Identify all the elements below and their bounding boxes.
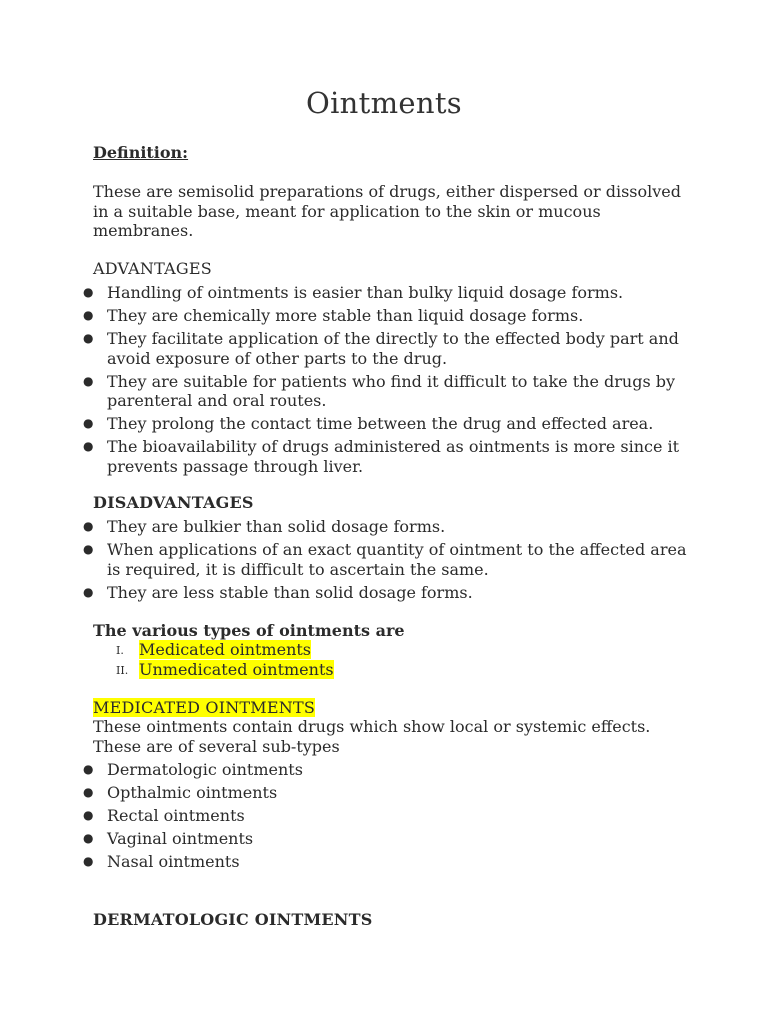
highlighted-text: Medicated ointments — [139, 640, 312, 659]
bullet-icon: ● — [83, 831, 94, 846]
list-item: ● They facilitate application of the directly to the effected body part and avoid exposure of other parts to the drug. — [83, 329, 679, 368]
list-item: ● Nasal ointments — [83, 852, 240, 872]
bullet-icon: ● — [83, 416, 94, 431]
types-heading: The various types of ointments are — [93, 621, 405, 640]
list-item: ● Vaginal ointments — [83, 829, 254, 849]
list-item — [110, 640, 334, 660]
list-item — [110, 660, 334, 680]
list-item: ● They are less stable than solid dosage forms. — [83, 582, 473, 602]
list-item: ● They are bulkier than solid dosage forms. — [83, 517, 446, 536]
roman-numeral: I. — [116, 644, 124, 657]
bullet-icon: ● — [83, 762, 94, 776]
disadvantages-heading: DISADVANTAGES — [93, 493, 254, 512]
list-item: ● The bioavailability of drugs administered as ointments is more since it prevents passage through liver. — [83, 437, 680, 476]
medicated-heading: MEDICATED OINTMENTS — [93, 698, 316, 717]
bullet-icon: ● — [83, 331, 94, 346]
bullet-icon: ● — [83, 285, 94, 299]
list-item: ● Rectal ointments — [83, 806, 245, 826]
list-item: ● Handling of ointments is easier than bulky liquid dosage forms. — [83, 283, 624, 302]
advantages-heading: ADVANTAGES — [93, 259, 212, 278]
list-item: ● When applications of an exact quantity of ointment to the affected area is required, it is difficult to ascertain the same. — [83, 540, 687, 579]
bullet-icon: ● — [83, 542, 94, 557]
list-item: ● They are suitable for patients who find it difficult to take the drugs by parenteral and oral routes. — [83, 371, 676, 411]
disadvantages-list — [80, 517, 700, 606]
dermatologic-heading: DERMATOLOGIC OINTMENTS — [93, 910, 373, 929]
bullet-icon: ● — [83, 439, 94, 454]
bullet-icon: ● — [83, 519, 94, 533]
definition-text: These are semisolid preparations of drugs, either dispersed or dissolved in a suitable base, meant for application to the skin or mucous membranes. — [93, 182, 682, 240]
advantages-list — [80, 283, 700, 480]
bullet-icon: ● — [83, 854, 94, 869]
page-title: Ointments — [306, 86, 462, 120]
medicated-text-line1: These ointments contain drugs which show local or systemic effects. — [93, 717, 651, 736]
medicated-text-line2: These are of several sub-types — [93, 737, 340, 756]
definition-heading: Definition: — [93, 143, 189, 162]
list-item: ● They are chemically more stable than liquid dosage forms. — [83, 306, 584, 326]
medicated-subtypes-list — [80, 760, 700, 875]
bullet-icon: ● — [83, 308, 94, 323]
bullet-icon: ● — [83, 785, 94, 800]
roman-numeral: II. — [116, 663, 129, 677]
bullet-icon: ● — [83, 808, 94, 823]
highlighted-text: Unmedicated ointments — [139, 659, 334, 679]
types-list — [110, 640, 334, 679]
list-item: ● Dermatologic ointments — [83, 760, 303, 779]
bullet-icon: ● — [83, 584, 94, 599]
list-item: ● Opthalmic ointments — [83, 783, 278, 803]
list-item: ● They prolong the contact time between the drug and effected area. — [83, 414, 654, 434]
bullet-icon: ● — [83, 373, 94, 388]
